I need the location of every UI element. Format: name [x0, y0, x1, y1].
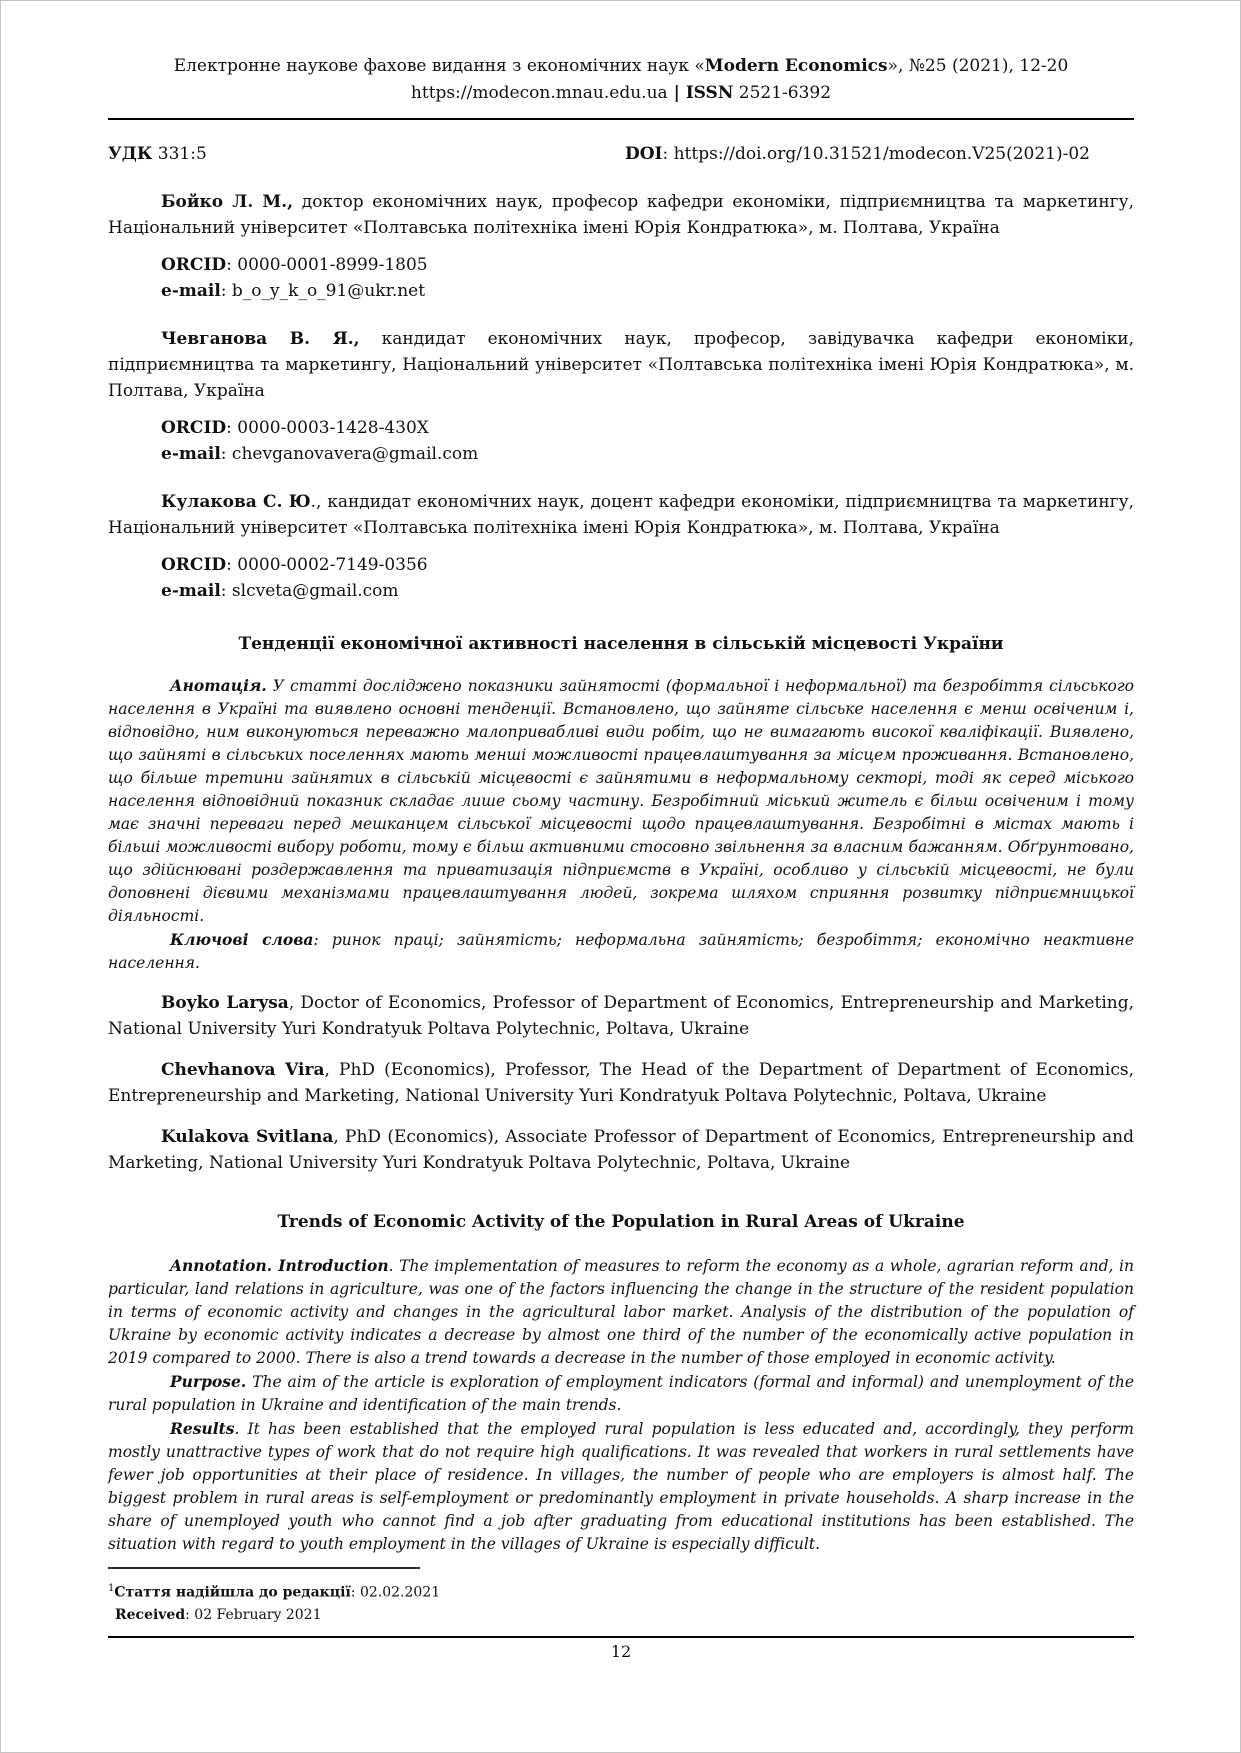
annotation-en: [108, 1254, 1134, 1556]
author-en-1: [108, 990, 1134, 1042]
journal-name: Modern Economics: [704, 56, 888, 76]
abstract-uk-text: У статті досліджено показники зайнятості (формальної і неформальної) та безробіття сільського населення в Україні та виявлено основні тенденції. Встановлено, що зайняте сільське населення є менш освіченим і, відповідно, ним виконуються переважно малопривабливі види робіт, що не вимагають високої кваліфікації. Виявлено, що зайняті в сільських поселеннях мають менші можливості працевлаштування за місцем проживання. Встановлено, що більше третини зайнятих в сільській місцевості є зайнятими в неформальному секторі, тоді як серед міського населення відповідний показник складає лише сьому частину. Безробітний міський житель є більш освіченим і тому має значні переваги перед мешканцем сільської місцевості щодо працевлаштування. Безробітні в містах мають і більші можливості вибору роботи, тому є більш активними стосовно звільнення за власним бажанням. Обґрунтовано, що здійснювані роздержавлення та приватизація підприємств в Україні, особливо у сільській місцевості, не були доповнені дієвими механізмами працевлаштування людей, зокрема шляхом сприяння розвитку підприємницької діяльності.: [108, 677, 1134, 925]
annotation-en-introduction-label: Annotation. Introduction: [170, 1256, 389, 1275]
annotation-en-results-text: . It has been established that the employed rural population is less educated and, accordingly, they perform mostly unattractive types of work that do not require high qualifications. It was revealed that workers in rural settlements have fewer job opportunities at their place of residence. In villages, the number of people who are employers is almost half. The biggest problem in rural areas is self-employment or predominantly employment in private households. A sharp increase in the share of unemployed youth who cannot find a job after graduating from educational institutions has been established. The situation with regard to youth employment in the villages of Ukraine is especially difficult.: [108, 1420, 1134, 1553]
orcid-label: ORCID: [161, 418, 227, 438]
meta-row: [108, 141, 1134, 167]
author-uk-2-contacts: [108, 415, 1134, 467]
footnote-received-date: : 02 February 2021: [185, 1606, 322, 1623]
email-label: e-mail: [161, 281, 221, 301]
header-rule: [108, 118, 1134, 120]
page-content: [1, 1, 1240, 1556]
author-en-2: [108, 1057, 1134, 1109]
orcid-label: ORCID: [161, 555, 227, 575]
authors-en: [108, 990, 1134, 1176]
footnote-received-label: Received: [115, 1606, 186, 1623]
journal-header-suffix: », №25 (2021), 12-20: [887, 56, 1069, 76]
footnote: [108, 1578, 1134, 1626]
author-uk-1-name: Бойко Л. М.,: [161, 192, 294, 212]
footnote-marker: 1: [108, 1583, 115, 1594]
journal-header: [108, 53, 1134, 107]
abstract-uk-label: Анотація.: [170, 676, 267, 695]
doi-label: DOI: [624, 144, 663, 164]
author-en-2-affiliation: , PhD (Economics), Professor, The Head of the Department of Department of Economics, Entrepreneurship and Marketing, National University Yuri Kondratyuk Poltava Polytechnic, Poltava, Ukraine: [108, 1060, 1134, 1106]
keywords-uk: [108, 928, 1134, 975]
annotation-en-purpose-label: Purpose.: [170, 1372, 247, 1391]
author-uk-2: [108, 326, 1134, 404]
article-title-en: Trends of Economic Activity of the Population in Rural Areas of Ukraine: [277, 1212, 965, 1232]
author-uk-1-email: [108, 278, 1134, 304]
abstract-uk: [108, 674, 1134, 928]
email-value: : chevganovavera@gmail.com: [220, 444, 479, 464]
author-en-3-affiliation: , PhD (Economics), Associate Professor of Department of Economics, Entrepreneurship and Marketing, National University Yuri Kondratyuk Poltava Polytechnic, Poltava, Ukraine: [108, 1127, 1134, 1173]
email-label: e-mail: [161, 581, 221, 601]
header-divider-glyph: |: [667, 83, 686, 103]
keywords-uk-text: : ринок праці; зайнятість; неформальна зайнятість; безробіття; економічно неактивне населення.: [108, 931, 1134, 972]
annotation-en-results-label: Results: [170, 1419, 235, 1438]
journal-url: https://modecon.mnau.edu.ua: [410, 83, 668, 103]
author-uk-1: [108, 189, 1134, 241]
bottom-rule: [108, 1636, 1134, 1638]
author-uk-2-orcid: [108, 415, 1134, 441]
email-value: : slcveta@gmail.com: [220, 581, 399, 601]
issn-label: ISSN: [685, 83, 734, 103]
author-uk-2-affiliation: кандидат економічних наук, професор, завідувачка кафедри економіки, підприємництва та маркетингу, Національний університет «Полтавська політехніка імені Юрія Кондратюка», м. Полтава, Україна: [108, 329, 1134, 401]
author-en-1-name: Boyko Larysa: [161, 993, 289, 1013]
doi-value: : https://doi.org/10.31521/modecon.V25(2021)-02: [662, 144, 1090, 164]
orcid-label: ORCID: [161, 255, 227, 275]
author-uk-2-email: [108, 441, 1134, 467]
author-uk-3: [108, 489, 1134, 541]
orcid-value: : 0000-0002-7149-0356: [226, 555, 428, 575]
annotation-en-purpose-text: The aim of the article is exploration of employment indicators (formal and informal) and unemployment of the rural population in Ukraine and identification of the main trends.: [108, 1373, 1134, 1414]
annotation-en-results: [108, 1417, 1134, 1556]
footnote-submitted-date: : 02.02.2021: [350, 1584, 441, 1601]
author-en-3: [108, 1124, 1134, 1176]
author-en-2-name: Chevhanova Vira: [161, 1060, 325, 1080]
author-uk-2-name: Чевганова В. Я.,: [161, 329, 360, 349]
author-uk-1-affiliation: доктор економічних наук, професор кафедри економіки, підприємництва та маркетингу, Національний університет «Полтавська політехніка імені Юрія Кондратюка», м. Полтава, Україна: [108, 192, 1134, 238]
author-uk-3-name: Кулакова С. Ю: [161, 492, 311, 512]
udc-value: 331:5: [152, 144, 207, 164]
keywords-uk-label: Ключові слова: [170, 930, 314, 949]
author-en-3-name: Kulakova Svitlana: [161, 1127, 334, 1147]
journal-header-prefix: Електронне наукове фахове видання з економічних наук «: [173, 56, 705, 76]
orcid-value: : 0000-0003-1428-430X: [226, 418, 429, 438]
footnote-submitted-label: Стаття надійшла до редакції: [114, 1584, 351, 1601]
journal-header-line1: [108, 53, 1134, 80]
page-number: 12: [610, 1641, 632, 1661]
author-uk-1-contacts: [108, 252, 1134, 304]
footnote-received-line: [108, 1604, 1134, 1626]
udc-label: УДК: [108, 144, 153, 164]
annotation-en-introduction-text: . The implementation of measures to reform the economy as a whole, agrarian reform and, in particular, land relations in agriculture, was one of the factors influencing the change in the structure of the resident population in terms of economic activity and changes in the agricultural labor market. Analysis of the distribution of the population of Ukraine by economic activity indicates a decrease by almost one third of the number of the economically active population in 2019 compared to 2000. There is also a trend towards a decrease in the number of those employed in economic activity.: [108, 1257, 1134, 1367]
email-label: e-mail: [161, 444, 221, 464]
journal-header-line2: [108, 80, 1134, 107]
footnote-separator: [108, 1567, 420, 1569]
author-uk-3-email: [108, 578, 1134, 604]
annotation-en-introduction: [108, 1254, 1134, 1370]
author-uk-1-orcid: [108, 252, 1134, 278]
footnote-submitted-line: [108, 1578, 1134, 1604]
annotation-en-purpose: [108, 1370, 1134, 1417]
udc: [108, 141, 207, 167]
page-footer: [108, 1567, 1134, 1661]
orcid-value: : 0000-0001-8999-1805: [226, 255, 428, 275]
email-value: : b_o_y_k_o_91@ukr.net: [220, 281, 426, 301]
author-uk-3-affiliation: ., кандидат економічних наук, доцент кафедри економіки, підприємництва та маркетингу, Національний університет «Полтавська політехніка імені Юрія Кондратюка», м. Полтава, Україна: [108, 492, 1134, 538]
doi: [625, 141, 1090, 167]
author-uk-3-orcid: [108, 552, 1134, 578]
author-en-1-affiliation: , Doctor of Economics, Professor of Department of Economics, Entrepreneurship and Marketing, National University Yuri Kondratyuk Poltava Polytechnic, Poltava, Ukraine: [108, 993, 1134, 1039]
issn-value: 2521-6392: [733, 83, 832, 103]
article-title-uk: Тенденції економічної активності населення в сільській місцевості України: [238, 634, 1004, 654]
author-uk-3-contacts: [108, 552, 1134, 604]
